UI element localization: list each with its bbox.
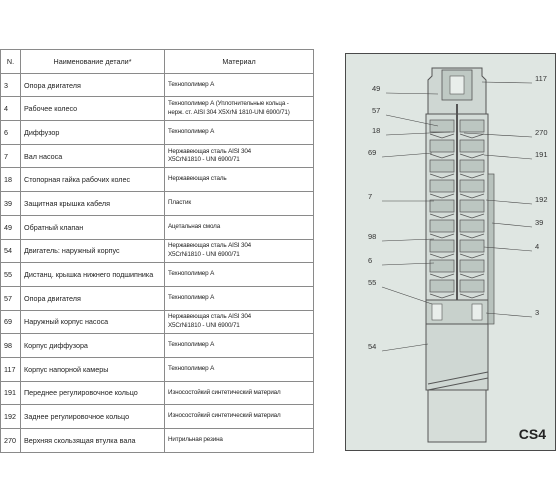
table-row <box>1 215 314 239</box>
part-name-cell: Корпус диффузора <box>21 334 165 358</box>
part-name-cell: Рабочее колесо <box>21 97 165 121</box>
callout-leader-line <box>382 287 432 304</box>
part-material-cell <box>165 286 314 310</box>
part-name-cell: Верхняя скользящая втулка вала <box>21 429 165 453</box>
part-number-cell: 3 <box>1 73 21 97</box>
part-number-cell: 191 <box>1 381 21 405</box>
callout-label: 49 <box>372 84 381 93</box>
callout-label: 270 <box>535 128 548 137</box>
material-line: X5CrNi1810 - UNI 6900/71 <box>168 321 240 329</box>
impeller-stage-shape <box>430 160 454 172</box>
impeller-stage-shape <box>430 140 454 152</box>
impeller-stage-shape <box>460 140 484 152</box>
part-number-cell: 57 <box>1 286 21 310</box>
part-material-cell <box>165 73 314 97</box>
part-name-cell: Опора двигателя <box>21 73 165 97</box>
part-number-cell: 270 <box>1 429 21 453</box>
table-row <box>1 73 314 97</box>
pump-cross-section-drawing <box>346 54 557 452</box>
callout-label: 192 <box>535 195 548 204</box>
header-part-name: Наименование детали* <box>21 50 165 74</box>
impeller-stage-shape <box>430 260 454 272</box>
material-line: Нержавеющая сталь AISI 304 <box>168 147 252 155</box>
part-material-cell <box>165 334 314 358</box>
table-row <box>1 263 314 287</box>
part-number-cell: 18 <box>1 168 21 192</box>
part-name-cell: Вал насоса <box>21 144 165 168</box>
callout-leader-line <box>382 153 432 157</box>
part-number-cell: 6 <box>1 121 21 145</box>
part-number-cell: 69 <box>1 310 21 334</box>
callout-label: 69 <box>368 148 377 157</box>
callout-label: 39 <box>535 218 544 227</box>
table-row <box>1 192 314 216</box>
part-number-cell: 54 <box>1 239 21 263</box>
callout-label: 18 <box>372 126 381 135</box>
callout-label: 57 <box>372 106 381 115</box>
pump-drawing-panel <box>345 53 556 451</box>
table-row <box>1 429 314 453</box>
part-name-cell: Двигатель: наружный корпус <box>21 239 165 263</box>
impeller-stage-shape <box>430 240 454 252</box>
material-line: X5CrNi1810 - UNI 6900/71 <box>168 156 240 164</box>
parts-table-body <box>1 73 314 452</box>
table-row <box>1 144 314 168</box>
part-number-cell: 117 <box>1 357 21 381</box>
material-line: Нитрильная резина <box>168 436 223 444</box>
parts-table <box>0 49 314 453</box>
header-number: N. <box>1 50 21 74</box>
material-line: Нержавеющая сталь <box>168 175 227 183</box>
impeller-stage-shape <box>460 240 484 252</box>
impeller-stage-shape <box>430 220 454 232</box>
part-name-cell: Корпус напорной камеры <box>21 357 165 381</box>
impeller-stage-shape <box>460 120 484 132</box>
table-row <box>1 405 314 429</box>
part-material-cell <box>165 381 314 405</box>
part-material-cell <box>165 144 314 168</box>
material-line: Ацетальная смола <box>168 222 221 230</box>
callout-label: 7 <box>368 192 373 201</box>
part-material-cell <box>165 168 314 192</box>
material-line: Пластик <box>168 199 191 207</box>
part-name-cell: Наружный корпус насоса <box>21 310 165 334</box>
part-name-cell: Дистанц. крышка нижнего подшипника <box>21 263 165 287</box>
part-number-cell: 55 <box>1 263 21 287</box>
part-number-cell: 39 <box>1 192 21 216</box>
material-line: Технополимер А <box>168 364 215 372</box>
callout-label: 4 <box>535 242 540 251</box>
callout-label: 3 <box>535 308 540 317</box>
part-number-cell: 98 <box>1 334 21 358</box>
impeller-stage-shape <box>460 200 484 212</box>
material-line: Технополимер А <box>168 270 215 278</box>
callout-leader-line <box>484 155 532 159</box>
material-line: Технополимер А <box>168 128 215 136</box>
part-material-cell <box>165 263 314 287</box>
model-label: CS4 <box>518 426 546 442</box>
impeller-stage-shape <box>430 120 454 132</box>
table-row <box>1 310 314 334</box>
part-number-cell: 4 <box>1 97 21 121</box>
callout-label: 191 <box>535 150 548 159</box>
part-number-cell: 49 <box>1 215 21 239</box>
part-material-cell <box>165 97 314 121</box>
part-number-cell: 7 <box>1 144 21 168</box>
part-name-cell: Заднее регулировочное кольцо <box>21 405 165 429</box>
table-header-row <box>1 50 314 74</box>
callout-label: 117 <box>535 74 547 83</box>
table-row <box>1 357 314 381</box>
table-row <box>1 168 314 192</box>
part-material-cell <box>165 239 314 263</box>
material-line: Технополимер А <box>168 293 215 301</box>
part-material-cell <box>165 310 314 334</box>
impeller-stage-shape <box>460 280 484 292</box>
material-line: Износостойкий синтетический материал <box>168 388 281 396</box>
impeller-stage-shape <box>460 260 484 272</box>
material-line: Нержавеющая сталь AISI 304 <box>168 242 252 250</box>
callout-label: 55 <box>368 278 377 287</box>
part-material-cell <box>165 215 314 239</box>
part-material-cell <box>165 192 314 216</box>
part-name-cell: Обратный клапан <box>21 215 165 239</box>
material-line: Технополимер А <box>168 341 215 349</box>
material-line: нерж. ст. AISI 304 X5XrNi 1810-UNI 6900/71) <box>168 108 290 116</box>
table-row <box>1 121 314 145</box>
part-material-cell <box>165 121 314 145</box>
callout-label: 98 <box>368 232 377 241</box>
header-material: Материал <box>165 50 314 74</box>
impeller-stage-shape <box>460 180 484 192</box>
part-name-cell: Переднее регулировочное кольцо <box>21 381 165 405</box>
table-row <box>1 286 314 310</box>
part-name-cell: Диффузор <box>21 121 165 145</box>
callout-label: 6 <box>368 256 373 265</box>
impeller-stage-shape <box>460 220 484 232</box>
callout-leader-line <box>382 344 428 351</box>
pump-body-illustration <box>426 68 494 442</box>
table-row <box>1 381 314 405</box>
table-row <box>1 239 314 263</box>
impeller-stage-shape <box>430 180 454 192</box>
material-line: Износостойкий синтетический материал <box>168 412 281 420</box>
callout-leader-line <box>482 82 532 83</box>
material-line: Нержавеющая сталь AISI 304 <box>168 313 252 321</box>
impeller-stage-shape <box>460 160 484 172</box>
material-line: Технополимер А <box>168 80 215 88</box>
material-line: Технополимер А (Уплотнительные кольца - <box>168 100 289 108</box>
part-name-cell: Защитная крышка кабеля <box>21 192 165 216</box>
callout-leader-line <box>492 223 532 227</box>
part-material-cell <box>165 429 314 453</box>
table-row <box>1 97 314 121</box>
part-name-cell: Стопорная гайка рабочих колес <box>21 168 165 192</box>
part-material-cell <box>165 357 314 381</box>
part-material-cell <box>165 405 314 429</box>
impeller-stage-shape <box>430 200 454 212</box>
table-row <box>1 334 314 358</box>
part-name-cell: Опора двигателя <box>21 286 165 310</box>
part-number-cell: 192 <box>1 405 21 429</box>
impeller-stage-shape <box>430 280 454 292</box>
material-line: X5CrNi1810 - UNI 6900/71 <box>168 250 240 258</box>
callout-label: 54 <box>368 342 377 351</box>
